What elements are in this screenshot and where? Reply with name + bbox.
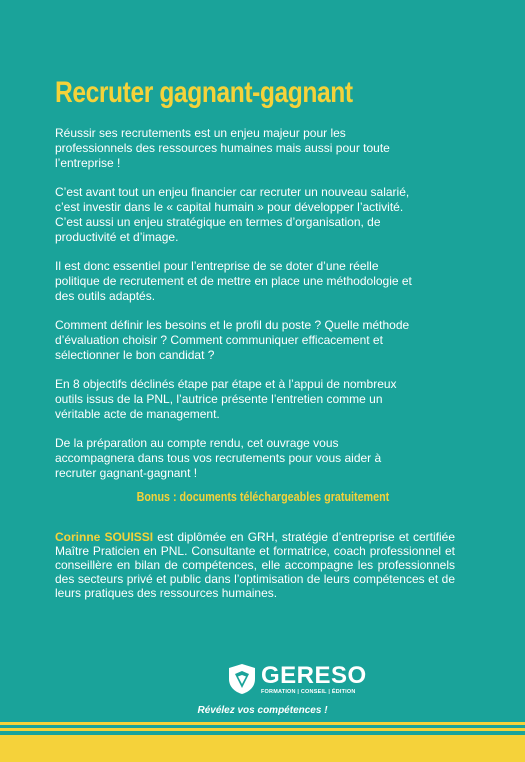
decorative-stripe — [0, 722, 525, 725]
paragraph: C’est avant tout un enjeu financier car recruter un nouveau salarié, c’est investir dans le « capital humain » pour développer l’activité. C’est aussi un enjeu stratégique en termes d’organisation, de productivité et d’image. — [55, 185, 410, 244]
paragraph: Il est donc essentiel pour l’entreprise de se doter d’une réelle politique de recrutement et de mettre en place une méthodologie et des outils adaptés. — [55, 259, 412, 303]
bonus-note — [0, 490, 525, 504]
paragraph: De la préparation au compte rendu, cet ouvrage vous accompagnera dans tous vos recrutements pour vous aider à recruter gagnant-gagnant ! — [55, 436, 382, 480]
book-title: Recruter gagnant-gagnant — [55, 76, 353, 109]
bonus-text: Bonus : documents téléchargeables gratuitement — [136, 490, 389, 504]
back-cover-text — [55, 126, 415, 495]
author-bio-text: est diplômée en GRH, stratégie d’entreprise et certifiée Maître Praticien en PNL. Consultante et formatrice, coach professionnel et conseillère en bilan de compétences, elle accompagne les professionnels des secteurs privé et public dans l’optimisation de leurs compétences et de leurs pratiques des ressources humaines. — [55, 530, 455, 600]
paragraph: En 8 objectifs déclinés étape par étape et à l’appui de nombreux outils issus de la PNL, l’autrice présente l’entretien comme un véritable acte de management. — [55, 377, 397, 421]
brand-name: GERESO — [261, 661, 367, 689]
publisher-logo — [227, 663, 367, 695]
paragraph: Comment définir les besoins et le profil du poste ? Quelle méthode d’évaluation choisir ? Comment communiquer efficacement et sélectionner le bon candidat ? — [55, 318, 410, 362]
author-name: Corinne SOUISSI — [55, 530, 154, 544]
author-bio — [55, 530, 455, 600]
tagline: Révélez vos compétences ! — [197, 705, 328, 716]
brand-subtitle: FORMATION | CONSEIL | ÉDITION — [261, 688, 356, 695]
shield-logo-icon — [227, 663, 257, 695]
paragraph: Réussir ses recrutements est un enjeu majeur pour les professionnels des ressources humaines mais aussi pour toute l’entreprise ! — [55, 126, 390, 170]
bottom-band — [0, 735, 525, 762]
decorative-stripe — [0, 728, 525, 731]
